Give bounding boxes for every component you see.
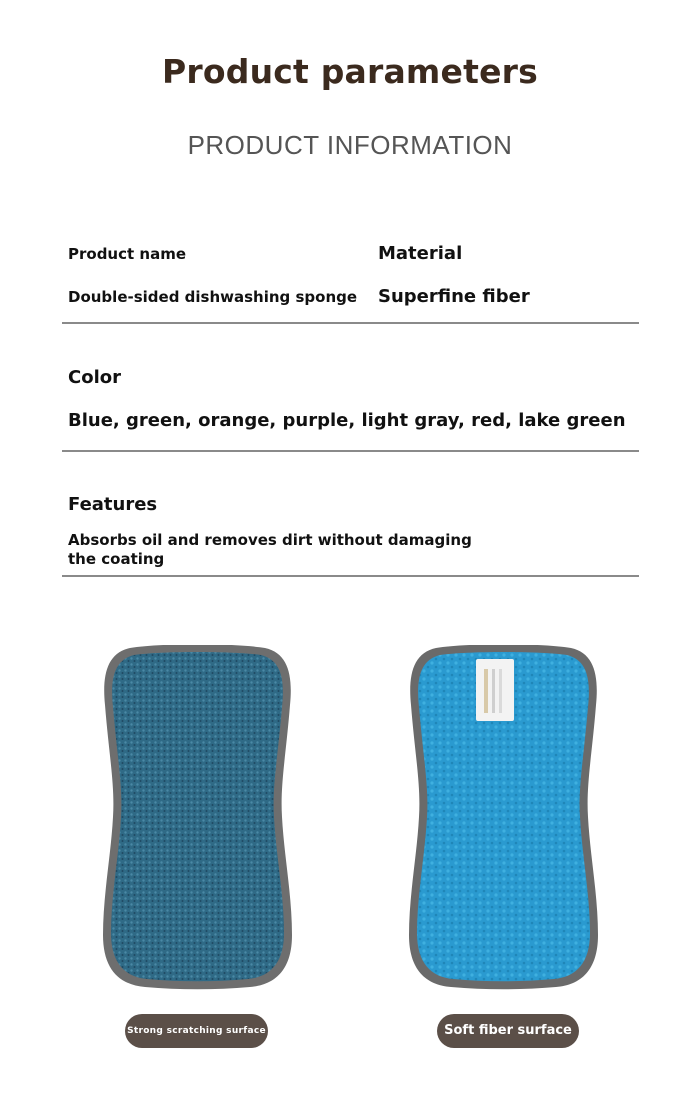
sponge-tag-print [492,669,495,713]
sponge-scrub-surface [111,652,284,981]
sponge-tag-print [499,669,502,713]
page-subtitle: PRODUCT INFORMATION [187,130,513,160]
material-label: Material [378,243,463,264]
sponge-scrub-side-image [100,645,295,990]
sponge-soft-side-image [406,645,601,990]
divider [62,322,639,324]
product-name-label: Product name [68,245,187,263]
caption-soft-surface: Soft fiber surface [437,1014,579,1048]
page-title: Product parameters [162,52,538,91]
sponge-tag-print [484,669,488,713]
color-label: Color [68,367,121,388]
product-name-value: Double-sided dishwashing sponge [68,288,358,306]
features-label: Features [68,494,158,515]
color-value: Blue, green, orange, purple, light gray, red, lake green [68,410,626,431]
divider [62,450,639,452]
material-value: Superfine fiber [378,286,530,307]
caption-scrub-surface: Strong scratching surface [125,1014,268,1048]
features-value: Absorbs oil and removes dirt without damaging the coating [68,531,472,568]
divider [62,575,639,577]
